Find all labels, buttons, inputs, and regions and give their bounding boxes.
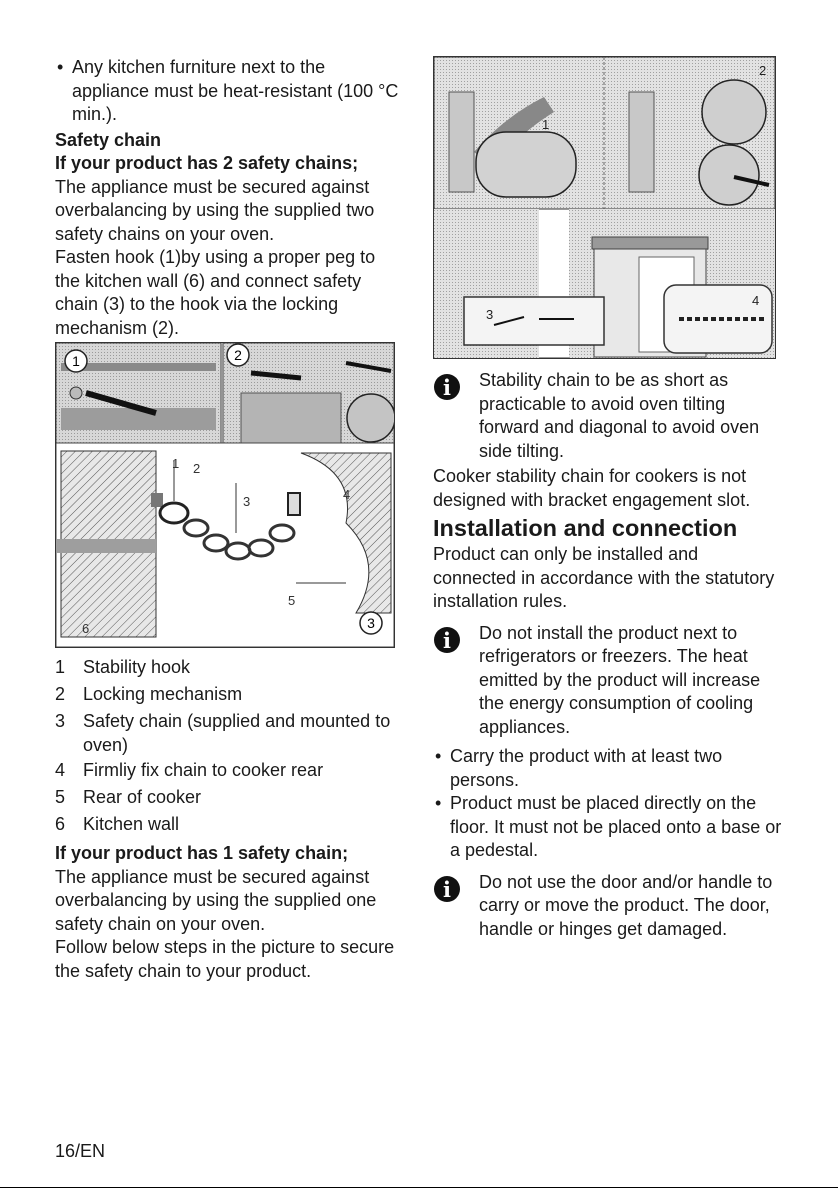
subheading-one-safety-chain: If your product has 1 safety chain; — [55, 843, 349, 863]
label-num-6: 6 — [82, 621, 90, 636]
label-num-3: 3 — [486, 307, 494, 322]
legend-label: Rear of cooker — [83, 787, 202, 807]
label-num-4: 4 — [752, 293, 760, 308]
locking-mechanism — [288, 493, 300, 515]
info-icon — [433, 871, 479, 942]
legend-number: 6 — [55, 814, 66, 834]
label-num-4: 4 — [343, 487, 351, 502]
label-num-1: 1 — [172, 456, 180, 471]
legend-item — [55, 654, 405, 681]
bullet-floor-placement: • Product must be placed directly on the floor. It must not be placed onto a base or a pedestal. — [433, 792, 785, 863]
legend-number: 5 — [55, 787, 66, 807]
badge-2-label: 2 — [234, 347, 242, 363]
page-number: 16/EN — [55, 1141, 106, 1161]
note-refrigerators-text: Do not install the product next to refrigerators or freezers. The heat emitted by the product will increase the energy consumption of cooling appliances. — [479, 622, 761, 737]
legend-item — [55, 784, 405, 811]
zoom-circle-lock — [702, 80, 766, 144]
oven-chain-figure — [433, 56, 776, 359]
legend-label: Locking mechanism — [83, 684, 243, 704]
oven-chain-illustration — [434, 57, 775, 358]
legend-label: Stability hook — [83, 657, 191, 677]
label-num-2: 2 — [193, 461, 201, 476]
note-door-handle — [433, 871, 785, 942]
legend-number: 3 — [55, 711, 66, 731]
zoom-circle-fasten — [699, 145, 759, 205]
info-icon-glyph: i — [443, 375, 451, 400]
para-bracket-slot: Cooker stability chain for cookers is not designed with bracket engagement slot. — [433, 466, 751, 510]
badge-1-label: 1 — [72, 353, 80, 369]
badge-3-label: 3 — [367, 615, 375, 631]
bullet-furniture-heat-resistant: • Any kitchen furniture next to the appliance must be heat-resistant (100 °C min.). — [55, 56, 405, 127]
note-door-text: Do not use the door and/or handle to carry or move the product. The door, handle or hinges get damaged. — [479, 871, 773, 939]
label-num-5: 5 — [288, 593, 296, 608]
para-installation-rules: Product can only be installed and connected in accordance with the statutory installation rules. — [433, 544, 775, 611]
note-stability-chain — [433, 369, 785, 463]
zoom-circle-hook — [476, 132, 576, 197]
label-num-3: 3 — [243, 494, 251, 509]
figure-legend — [55, 654, 405, 838]
bullet-two-persons: • Carry the product with at least two persons. — [433, 745, 785, 792]
para-follow-steps: Follow below steps in the picture to secure the safety chain to your product. — [55, 937, 395, 981]
legend-label: Kitchen wall — [83, 814, 180, 834]
legend-item — [55, 811, 405, 838]
right-column — [433, 56, 785, 943]
label-num-1: 1 — [542, 117, 550, 132]
note-refrigerators — [433, 622, 785, 740]
legend-number: 1 — [55, 657, 66, 677]
heading-installation-connection: Installation and connection — [433, 515, 738, 541]
heading-safety-chain: Safety chain — [55, 129, 162, 150]
legend-item — [55, 757, 405, 784]
legend-number: 2 — [55, 684, 66, 704]
bottom-divider — [0, 1187, 838, 1188]
chain-callout-3 — [464, 297, 604, 345]
para-fasten-hook: Fasten hook (1)by using a proper peg to the kitchen wall (6) and connect safety chain (3) to the hook via the locking mechanism (2). — [55, 247, 376, 338]
info-icon-glyph: i — [443, 627, 451, 653]
info-icon — [433, 622, 479, 740]
para-two-chains-secure: The appliance must be secured against overbalancing by using the supplied two safety chains on your oven. — [55, 176, 375, 244]
safety-chain-figure — [55, 342, 395, 648]
para-one-chain-secure: The appliance must be secured against overbalancing by using the supplied one safety chain on your oven. — [55, 866, 377, 934]
safety-chain-illustration — [56, 343, 394, 647]
legend-item — [55, 681, 405, 708]
subheading-two-safety-chains: If your product has 2 safety chains; — [55, 153, 359, 173]
legend-label: Safety chain (supplied and mounted to oven) — [83, 711, 391, 755]
label-num-2: 2 — [759, 63, 767, 78]
legend-number: 4 — [55, 760, 66, 780]
legend-label: Firmliy fix chain to cooker rear — [83, 760, 324, 780]
left-column — [55, 56, 405, 983]
note-stability-text: Stability chain to be as short as practicable to avoid oven tilting forward and diagonal to avoid oven side tilting. — [479, 370, 760, 461]
info-icon — [433, 369, 479, 463]
info-icon-glyph: i — [443, 876, 451, 902]
legend-item — [55, 708, 405, 757]
